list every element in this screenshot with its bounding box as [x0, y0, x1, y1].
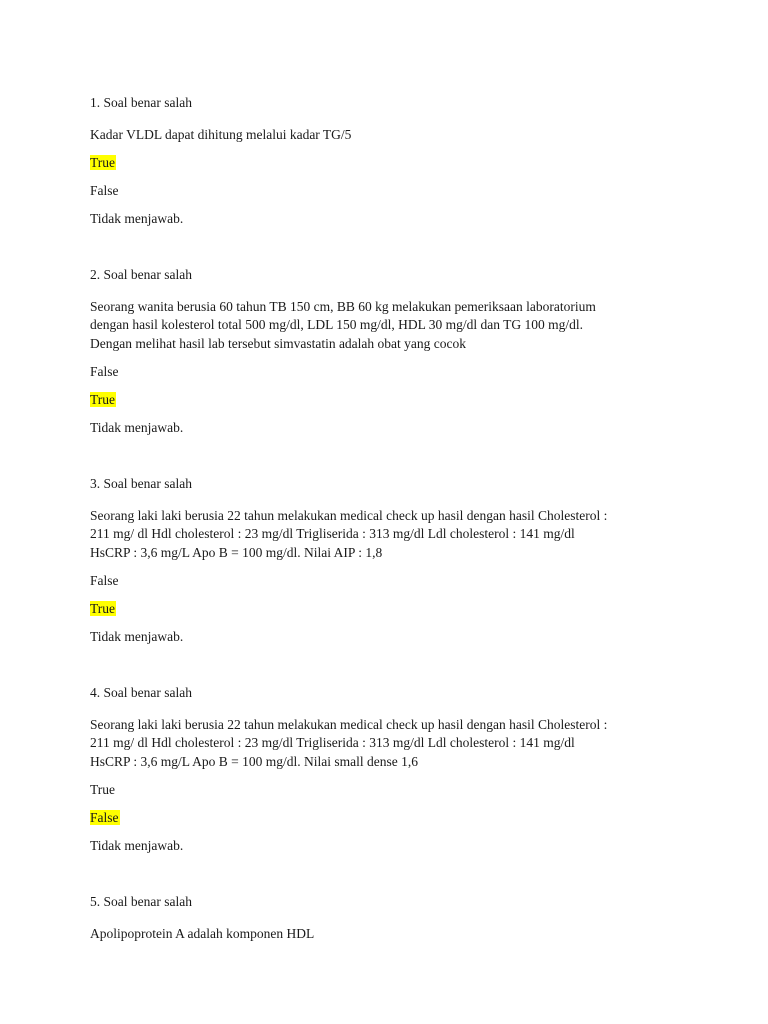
question-stem — [90, 716, 690, 772]
answer-option — [90, 419, 690, 437]
question-title: 3. Soal benar salah — [90, 476, 192, 491]
answer-option — [90, 628, 690, 646]
question-stem — [90, 925, 690, 944]
spacer — [90, 437, 690, 475]
spacer — [90, 228, 690, 266]
option-label: False — [90, 183, 119, 198]
stem-line: Dengan melihat hasil lab tersebut simvastatin adalah obat yang cocok — [90, 335, 467, 351]
question-2 — [90, 266, 690, 437]
stem-line: Kadar VLDL dapat dihitung melalui kadar TG/5 — [90, 126, 352, 142]
question-title: 2. Soal benar salah — [90, 267, 192, 282]
stem-line: Seorang wanita berusia 60 tahun TB 150 cm, BB 60 kg melakukan pemeriksaan laboratorium — [90, 298, 596, 314]
answer-option — [90, 600, 690, 618]
question-title: 4. Soal benar salah — [90, 685, 192, 700]
option-label: Tidak menjawab. — [90, 211, 184, 226]
stem-line: 211 mg/ dl Hdl cholesterol : 23 mg/dl Trigliserida : 313 mg/dl Ldl cholesterol : 141 mg/dl — [90, 526, 575, 541]
option-label: True — [90, 782, 116, 797]
option-label: True — [90, 392, 116, 407]
option-label: Tidak menjawab. — [90, 838, 184, 853]
option-label: False — [90, 364, 119, 379]
stem-line: 211 mg/ dl Hdl cholesterol : 23 mg/dl Trigliserida : 313 mg/dl Ldl cholesterol : 141 mg/dl — [90, 735, 575, 750]
answer-option — [90, 391, 690, 409]
document-page — [90, 94, 690, 953]
option-label: Tidak menjawab. — [90, 420, 184, 435]
answer-option — [90, 363, 690, 381]
spacer — [90, 646, 690, 684]
option-label: Tidak menjawab. — [90, 629, 184, 644]
option-label: True — [90, 601, 116, 616]
question-3 — [90, 475, 690, 646]
question-stem — [90, 298, 690, 354]
question-title: 5. Soal benar salah — [90, 894, 192, 909]
stem-line: Apolipoprotein A adalah komponen HDL — [90, 925, 315, 941]
spacer — [90, 855, 690, 893]
answer-option — [90, 837, 690, 855]
option-label: False — [90, 810, 119, 825]
answer-option — [90, 572, 690, 590]
stem-line: Seorang laki laki berusia 22 tahun melakukan medical check up hasil dengan hasil Cholesterol : — [90, 507, 608, 523]
answer-option — [90, 781, 690, 799]
answer-option — [90, 154, 690, 172]
question-5 — [90, 893, 690, 943]
stem-line: HsCRP : 3,6 mg/L Apo B = 100 mg/dl. Nilai small dense 1,6 — [90, 753, 418, 769]
question-4 — [90, 684, 690, 855]
stem-line: dengan hasil kolesterol total 500 mg/dl, LDL 150 mg/dl, HDL 30 mg/dl dan TG 100 mg/dl. — [90, 317, 583, 332]
answer-option — [90, 210, 690, 228]
question-title: 1. Soal benar salah — [90, 95, 192, 110]
question-stem — [90, 126, 690, 145]
answer-option — [90, 809, 690, 827]
question-stem — [90, 507, 690, 563]
stem-line: Seorang laki laki berusia 22 tahun melakukan medical check up hasil dengan hasil Cholesterol : — [90, 716, 608, 732]
option-label: True — [90, 155, 116, 170]
answer-option — [90, 182, 690, 200]
stem-line: HsCRP : 3,6 mg/L Apo B = 100 mg/dl. Nilai AIP : 1,8 — [90, 544, 383, 560]
question-1 — [90, 94, 690, 228]
option-label: False — [90, 573, 119, 588]
